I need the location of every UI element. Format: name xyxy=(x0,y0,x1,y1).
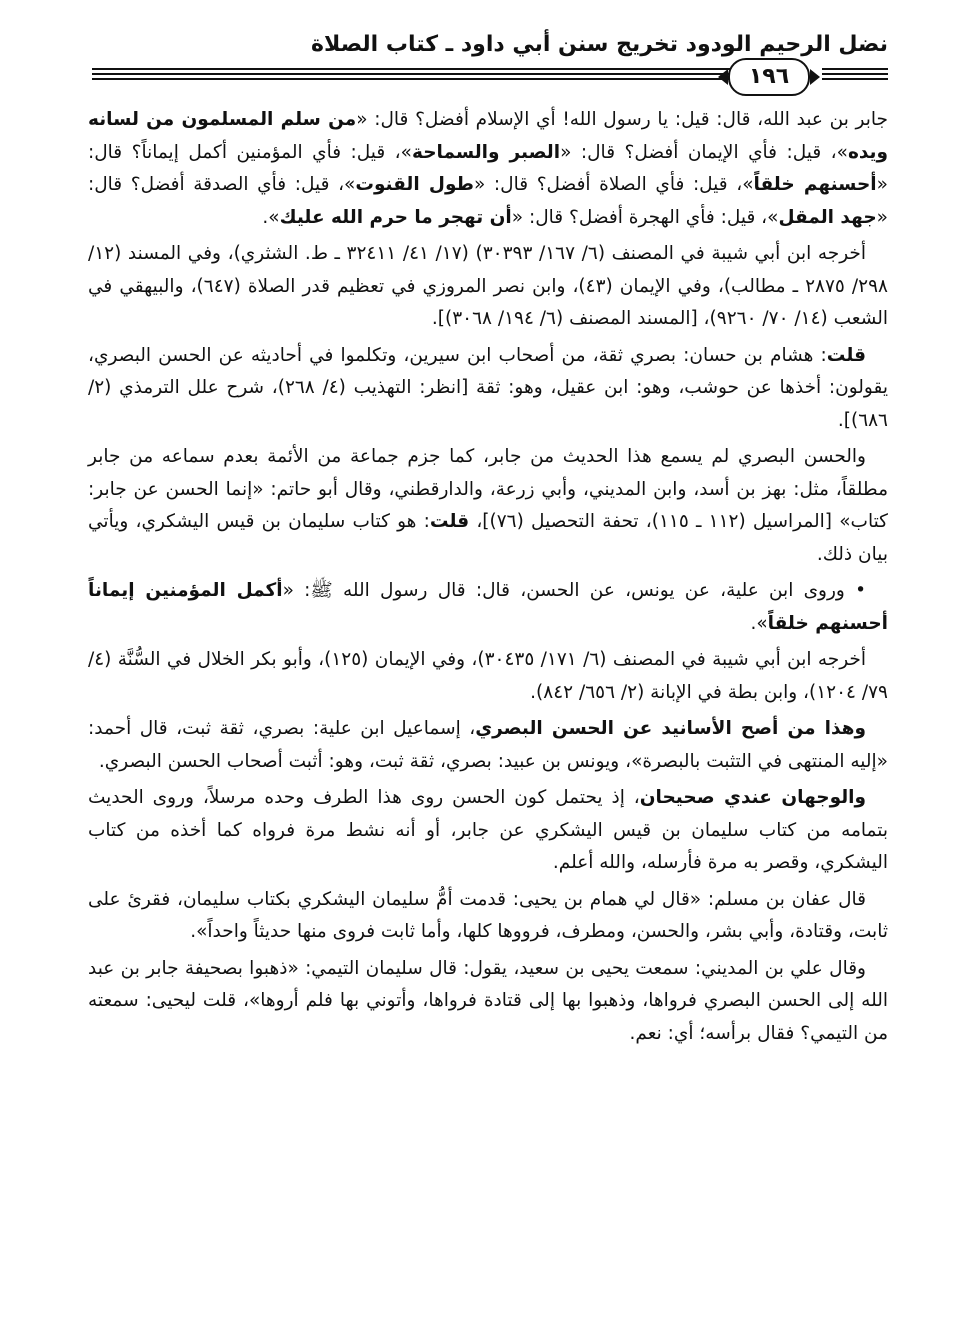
bold-text: وهذا من أصح الأسانيد عن الحسن البصري xyxy=(475,718,866,739)
text-segment: ، إسماعيل ابن علية: بصري، ثقة ثبت، قال أحمد: «إليه المنتهى في التثبت بالبصرة»، ويونس بن عبيد: بصري، ثقة ثبت، وهو: أثبت أصحاب الحسن البصري. xyxy=(88,718,888,772)
text-segment: »، قيل: فأي الصلاة أفضل؟ قال: « xyxy=(473,174,754,195)
text-segment: والحسن البصري لم يسمع هذا الحديث من جابر، كما جزم جماعة من الأئمة بعدم سماعه من جابر مطلقاً، مثل: بهز بن أسد، وابن المديني، وأبي زرعة، والدارقطني، وقال أبو حاتم: «إنما الحسن عن جابر: كتاب» [المراسيل (١١٢ ـ ١١٥)، تحفة التحصيل (٧٦)]، xyxy=(88,446,888,532)
header-rule-top xyxy=(92,68,738,70)
text-segment: وقال علي بن المديني: سمعت يحيى بن سعيد، يقول: قال سليمان التيمي: «ذهبوا بصحيفة جابر بن عبد الله إلى الحسن البصري فرواها، وذهبوا بها إلى قتادة فرواها، وأتوني بها فلم أروها»، قلت ليحيى: سمعته من التيمي؟ فقال برأسه؛ أي: نعم. xyxy=(88,957,888,1044)
paragraph xyxy=(88,884,888,949)
bold-text: طول القنوت xyxy=(355,174,474,195)
paragraph xyxy=(88,340,888,438)
text-segment: أخرجه ابن أبي شيبة في المصنف (٦/ ١٦٧/ ٣٠٣٩٣) (١٧/ ٤١/ ٣٢٤١١ ـ ط. الشثري)، وفي المسند (١٢/ ٢٩٨/ ٢٨٧٥ ـ مطالب)، وفي الإيمان (٤٣)، وابن نصر المروزي في تعظيم قدر الصلاة (٦٤٧)، والبيهقي في الشعب (١٤/ ٧٠/ ٩٢٦٠)، [المسند المصنف (٦/ ١٩٤/ ٣٠٦٨)]. xyxy=(88,243,888,329)
page-header xyxy=(92,28,888,98)
header-rule-middle xyxy=(92,73,738,75)
text-segment: جابر بن عبد الله، قال: قيل: يا رسول الله! أي الإسلام أفضل؟ قال: « xyxy=(356,109,888,130)
bold-text: قلت xyxy=(429,511,470,532)
bold-text: من سلم المسلمون من لسانه ويده xyxy=(88,109,888,163)
text-segment: ، إذ يحتمل كون الحسن روى هذا الطرف وحده مرسلاً، وروى الحديث بتمامه من كتاب سليمان بن قيس اليشكري عن جابر، أو أنه نشط مرة فرواه كما أخذه من كتاب اليشكري، وقصر به مرة فأرسله، والله أعلم. xyxy=(88,787,888,873)
text-segment: أخرجه ابن أبي شيبة في المصنف (٦/ ١٧١/ ٣٠٤٣٥)، وفي الإيمان (١٢٥)، وأبو بكر الخلال في السُّنَّة (٤/ ٧٩/ ١٢٠٤)، وابن بطة في الإبانة (٢/ ٦٥٦/ ٨٤٢). xyxy=(88,649,888,703)
bold-text: جهد المقل xyxy=(778,206,877,228)
body-text xyxy=(88,104,888,1054)
page-number-badge xyxy=(728,58,810,96)
bold-text: والوجهان عندي صحيحان xyxy=(639,787,867,808)
paragraph xyxy=(88,441,888,571)
ornament-right-icon xyxy=(810,69,820,85)
running-title: نضل الرحيم الودود تخريج سنن أبي داود ـ كتاب الصلاة xyxy=(311,32,888,57)
text-segment: ». xyxy=(262,206,280,228)
header-rule-bottom xyxy=(92,78,738,80)
text-segment: »، قيل: فأي المؤمنين أكمل إيماناً؟ قال: « xyxy=(88,141,888,195)
bold-text: قلت xyxy=(826,344,866,366)
paragraph xyxy=(88,713,888,778)
bold-text: أكمل المؤمنين إيماناً أحسنهم خلقاً xyxy=(88,580,888,634)
bold-text: أحسنهم خلقاً xyxy=(753,174,877,195)
ornament-left-icon xyxy=(718,69,728,85)
page-number: ١٩٦ xyxy=(748,64,790,89)
text-segment: • وروى ابن علية، عن يونس، عن الحسن، قال: قال رسول الله ﷺ: « xyxy=(282,580,866,601)
text-segment: : هشام بن حسان: بصري ثقة، من أصحاب ابن سيرين، وتكلموا في أحاديثه عن الحسن البصري، يقولون: أخذها عن حوشب، وهو: ابن عقيل، وهو: ثقة [انظر: التهذيب (٤/ ٢٦٨)، شرح علل الترمذي (٢/ ٦٨٦)]. xyxy=(88,344,888,431)
bold-text: أن تهجر ما حرم الله عليك xyxy=(279,206,512,228)
paragraph xyxy=(88,575,888,640)
header-rule-top-right xyxy=(822,68,888,70)
text-segment: »، قيل: فأي الإيمان أفضل؟ قال: « xyxy=(560,141,848,163)
bold-text: الصبر والسماحة xyxy=(411,141,561,163)
paragraph xyxy=(88,104,888,234)
text-segment: »، قيل: فأي الهجرة أفضل؟ قال: « xyxy=(511,206,779,228)
text-segment: ». xyxy=(750,612,768,634)
header-rule-middle-right xyxy=(822,73,888,75)
paragraph xyxy=(88,953,888,1051)
text-segment: : هو كتاب سليمان بن قيس اليشكري، ويأتي بيان ذلك. xyxy=(88,511,888,565)
text-segment: »، قيل: فأي الصدقة أفضل؟ قال: « xyxy=(88,174,888,228)
paragraph xyxy=(88,644,888,709)
text-segment: قال عفان بن مسلم: «قال لي همام بن يحيى: قدمت أمُّ سليمان اليشكري بكتاب سليمان، فقرئ على ثابت، وقتادة، وأبي بشر، والحسن، ومطرف، فرووها كلها، وأما ثابت فروى منها حديثاً واحداً». xyxy=(88,888,888,942)
paragraph xyxy=(88,238,888,336)
header-rule-bottom-right xyxy=(822,78,888,80)
paragraph xyxy=(88,782,888,880)
